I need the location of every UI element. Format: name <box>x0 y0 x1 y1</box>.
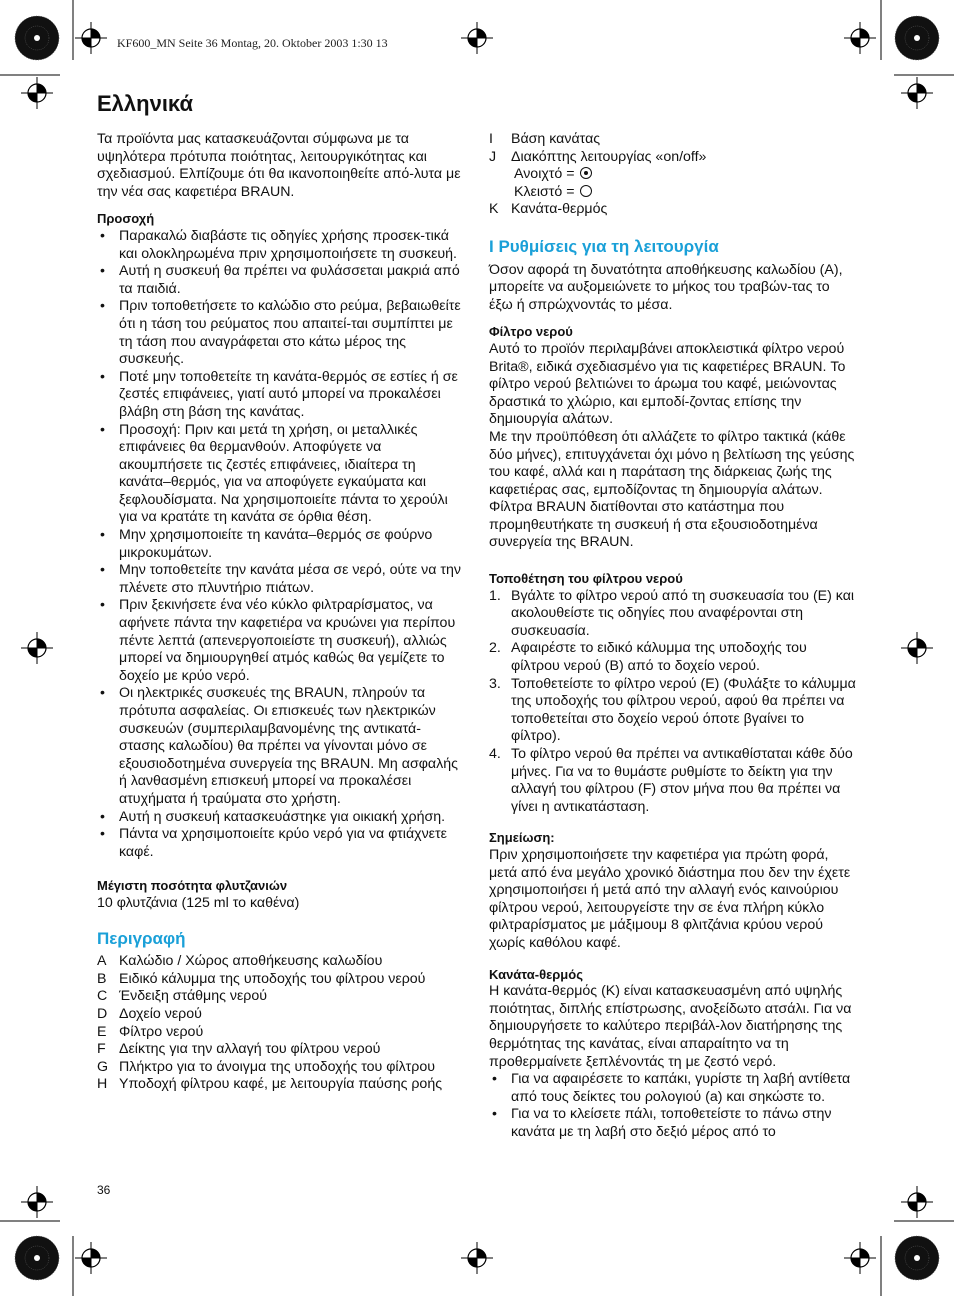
list-item <box>489 676 857 746</box>
step-text: Τοποθετείστε το φίλτρο νερού (E) (Φυλάξτε το κάλυμμα της υποδοχής του φίλτρου νερού, αφού θα πρέπει να τοποθετείται στο δοχείο νερού όποτε βγαίνει το φίλτρο). <box>511 675 856 745</box>
power-off-symbol-icon <box>580 185 592 197</box>
parts-list <box>97 953 465 1094</box>
switch-on-label: Ανοιχτό = <box>514 166 579 183</box>
parts-list-continued <box>489 131 857 166</box>
crop-crosshair <box>75 1242 107 1274</box>
list-item <box>489 131 857 149</box>
part-letter: G <box>97 1058 109 1075</box>
setup-paragraph: Όσον αφορά τη δυνατότητα αποθήκευσης καλωδίου (A), μπορείτε να αυξομειώνετε το μήκος του τραβών-τας το έξω ή σπρώχνοντάς το μέσα. <box>489 261 843 313</box>
note-paragraph: Πριν χρησιμοποιήσετε την καφετιέρα για πρώτη φορά, μετά από ένα μεγάλο χρονικό διάστημα που δεν την έχετε χρησιμοποιήσει ή μετά από την αλλαγή ενός καινούριου φίλτρου νερού, λειτουργείστε την σε ένα πλήρη κύκλο φιλτραρίσματος με μάξιμουμ 8 φλιτζάνια κρύου νερού χωρίς καθόλου καφέ. <box>489 846 851 951</box>
list-item: • Μην τοποθετείτε την κανάτα μέσα σε νερό, ούτε να την πλένετε στο πλυντήριο πιάτων. <box>97 562 465 597</box>
right-column <box>489 131 857 1141</box>
list-item: • Πάντα να χρησιμοποιείτε κρύο νερό για να φτιάχνετε καφέ. <box>97 826 465 861</box>
part-text: Διακόπτης λειτουργίας «on/off» <box>511 148 707 165</box>
filter-install-heading: Τοποθέτηση του φίλτρου νερού <box>489 571 683 587</box>
part-letter: A <box>97 953 107 970</box>
part-letter: B <box>97 970 107 987</box>
list-item: • Ποτέ μην τοποθετείτε τη κανάτα-θερμός σε εστίες ή σε ζεστές επιφάνειες, γιατί αυτό μπορεί να προκαλέσει βλάβη στη βάση της κανάτας. <box>97 369 465 422</box>
part-text: Κανάτα-θερμός <box>511 201 608 218</box>
crop-crosshair <box>21 632 53 664</box>
list-item: • Πριν ξεκινήσετε ένα νέο κύκλο φιλτραρίσματος, να αφήνετε πάντα την καφετιέρα να κρυώνει για περίπου πέντε λεπτά (απενεργοποιείστε τη συσκευή), αλλιώς μπορεί να δημιουργηθεί ατμός καθώς θα γεμίζετε το δοχείο με κρύο νερό. <box>97 597 465 685</box>
list-item: • Παρακαλώ διαβάστε τις οδηγίες χρήσης προσεκ-τικά και ολοκληρωμένα πριν χρησιμοποιήσετε τη συσκευή. <box>97 228 465 263</box>
crop-crosshair <box>901 1186 933 1218</box>
part-letter: I <box>489 131 493 147</box>
crop-crosshair <box>461 22 493 54</box>
water-filter-paragraph-2: Με την προϋπόθεση ότι αλλάζετε το φίλτρο τακτικά (κάθε δύο μήνες), επιτυγχάνεται όχι μόνο η βελτίωση της γεύσης του καφέ, αλλά και η παράταση της διάρκειας ζωής της καφετιέρας σας, εμποδίζοντας τη δημιουργία αλάτων. Φίλτρα BRAUN διατίθονται στο κατάστημα που προμηθευτήκατε τη συσκευή ή στα εξουσιοδοτημένα συνεργεία της BRAUN. <box>489 428 855 551</box>
power-on-symbol-icon <box>580 167 592 179</box>
crop-crosshair <box>21 77 53 109</box>
list-item <box>489 746 857 816</box>
step-number: 4. <box>489 746 501 762</box>
filter-install-steps <box>489 588 857 817</box>
page-number: 36 <box>97 1183 111 1197</box>
list-item <box>489 149 857 167</box>
part-text: Δείκτης για την αλλαγή του φίλτρου νερού <box>119 1041 381 1058</box>
step-text: Βγάλτε το φίλτρο νερού από τη συσκευασία του (E) και ακολουθείστε τις οδηγίες που αναφέρονται στη συσκευασία. <box>511 587 855 639</box>
part-letter: H <box>97 1076 108 1093</box>
page-title: Ελληνικά <box>97 91 193 116</box>
switch-off-line <box>489 184 857 202</box>
step-text: Το φίλτρο νερού θα πρέπει να αντικαθίσταται κάθε δύο μήνες. Για να το θυμάστε ρυθμίστε το δείκτη για την αλλαγή του φίλτρου (F) στον μήνα που θα πρέπει να γίνει η αντικατάσταση. <box>511 746 853 815</box>
part-text: Καλώδιο / Χώρος αποθήκευσης καλωδίου <box>119 953 383 970</box>
caution-list <box>97 228 465 861</box>
crop-crosshair <box>461 1242 493 1274</box>
step-number: 1. <box>489 587 501 604</box>
list-item: • Για να αφαιρέσετε το καπάκι, γυρίστε τη λαβή αντίθετα από τους δείκτες του ρολογιού (a) και σηκώστε το. <box>489 1071 857 1106</box>
switch-off-label: Κλειστό = <box>514 183 579 200</box>
part-letter: E <box>97 1023 107 1040</box>
crop-crosshair <box>844 1242 876 1274</box>
registration-rosette-bottom-right <box>895 1236 939 1280</box>
crop-crosshair <box>21 1186 53 1218</box>
water-filter-paragraph: Αυτό το προϊόν περιλαμβάνει αποκλειστικά φίλτρο νερού Brita®, ειδικά σχεδιασμένο για τις καφετιέρες BRAUN. Το φίλτρο νερού βελτιώνει το άρωμα του καφέ, μειώνοντας δραστικά το χλώριο, και εμποδί-ζοντας επίσης την δημιουργία αλάτων. <box>489 340 846 428</box>
list-item: • Για να το κλείσετε πάλι, τοποθετείστε το πάνω στην κανάτα με τη λαβή στο δεξιό μέρος από το <box>489 1106 857 1141</box>
part-letter: C <box>97 988 108 1005</box>
list-item: • Μην χρησιμοποιείτε τη κανάτα–θερμός σε φούρνο μικροκυμάτων. <box>97 527 465 562</box>
list-item: • Οι ηλεκτρικές συσκευές της BRAUN, πληρούν τα πρότυπα ασφαλείας. Οι επισκευές των ηλεκτρικών συσκευών (συμπεριλαμβανομένης της αντικατά-στασης καλωδίου) θα πρέπει να γίνονται μόνο σε εξουσιοδοτημένα συνεργεία της BRAUN. Μη ασφαλής ή λανθασμένη επισκευή μπορεί να προκαλέσει ατυχήματα ή τραύματα στο χρήστη. <box>97 685 465 808</box>
part-letter: J <box>489 148 497 165</box>
step-number: 3. <box>489 675 501 692</box>
list-item <box>97 1006 465 1024</box>
caution-heading: Προσοχή <box>97 211 155 227</box>
carafe-paragraph: Η κανάτα-θερμός (K) είναι κατασκευασμένη από υψηλής ποιότητας, διπλής επίστρωσης, ανοξείδωτο ατσάλι. Για να δημιουργήσετε το καλύτερο περιβάλ-λον διατήρησης της θερμότητας της κανάτας, είναι απαραίτητο να τη προθερμαίνετε ξεπλένοντάς τη με ζεστό νερό. <box>489 983 852 1070</box>
crop-crosshair <box>844 22 876 54</box>
registration-rosette-top-right <box>895 16 939 60</box>
note-heading: Σημείωση: <box>489 830 555 846</box>
intro-paragraph: Τα προϊόντα μας κατασκευάζονται σύμφωνα με τα υψηλότερα πρότυπα ποιότητας, λειτουργικότητας και σχεδιασμού. Ελπίζουμε ότι θα ικανοποιηθείτε από-λυτα με την νέα σας καφετιέρα BRAUN. <box>97 131 461 200</box>
list-item <box>97 971 465 989</box>
list-item <box>97 1041 465 1059</box>
registration-rosette-bottom-left <box>15 1236 59 1280</box>
part-text: Ένδειξη στάθμης νερού <box>119 988 268 1005</box>
list-item <box>97 953 465 971</box>
crop-crosshair <box>901 632 933 664</box>
part-letter: K <box>489 201 499 218</box>
list-item <box>489 201 857 219</box>
carafe-heading: Κανάτα-θερμός <box>489 966 583 982</box>
part-text: Φίλτρο νερού <box>119 1023 204 1040</box>
list-item <box>97 1076 465 1094</box>
part-text: Πλήκτρο για το άνοιγμα της υποδοχής του φίλτρου <box>119 1058 436 1075</box>
list-item <box>97 1024 465 1042</box>
crop-crosshair <box>901 77 933 109</box>
description-heading: Περιγραφή <box>97 928 186 948</box>
step-number: 2. <box>489 640 501 657</box>
list-item: • Προσοχή: Πριν και μετά τη χρήση, οι μεταλλικές επιφάνειες θα θερμανθούν. Αποφύγετε να ακουμπήσετε τις ζεστές επιφάνειες, ιδιαίτερα τη κανάτα–θερμός, για να αποφύγετε εγκαύματα και ξεφλουδίσματα. Να χρησιμοποιείτε πάντα το χερούλι για να κρατάτε τη κανάτα σε όρθια θέση. <box>97 422 465 528</box>
parts-list-end <box>489 201 857 219</box>
part-text: Ειδικό κάλυμμα της υποδοχής του φίλτρου νερού <box>119 970 426 987</box>
print-header: KF600_MN Seite 36 Montag, 20. Oktober 2003 1:30 13 <box>117 36 388 50</box>
crop-crosshair <box>75 22 107 54</box>
registration-rosette-top-left <box>15 16 59 60</box>
list-item <box>489 588 857 641</box>
water-filter-heading: Φίλτρο νερού <box>489 324 573 340</box>
list-item: • Πριν τοποθετήσετε το καλώδιο στο ρεύμα, βεβαιωθείτε ότι η τάση του ρεύματος που απαιτεί-ται συμπίπτει με τη τάση που αναγράφεται στο κάτω μέρος της συσκευής. <box>97 298 465 368</box>
max-cups-text: 10 φλυτζάνια (125 ml το καθένα) <box>97 894 300 911</box>
list-item: • Αυτή η συσκευή κατασκευάστηκε για οικιακή χρήση. <box>97 809 465 827</box>
carafe-list <box>489 1071 857 1141</box>
part-letter: F <box>97 1041 106 1058</box>
part-letter: D <box>97 1005 108 1022</box>
list-item <box>489 640 857 675</box>
left-column <box>97 131 465 1094</box>
switch-on-line <box>489 166 857 184</box>
part-text: Υποδοχή φίλτρου καφέ, με λειτουργία παύσης ροής <box>119 1076 443 1093</box>
list-item: • Αυτή η συσκευή θα πρέπει να φυλάσσεται μακριά από τα παιδιά. <box>97 263 465 298</box>
part-text: Βάση κανάτας <box>511 131 601 147</box>
setup-heading: I Ρυθμίσεις για τη λειτουργία <box>489 236 719 256</box>
max-cups-heading: Μέγιστη ποσότητα φλυτζανιών <box>97 878 288 894</box>
list-item <box>97 988 465 1006</box>
part-text: Δοχείο νερού <box>119 1005 202 1022</box>
step-text: Αφαιρέστε το ειδικό κάλυμμα της υποδοχής του φίλτρου νερού (B) από το δοχείο νερού. <box>511 640 807 675</box>
list-item <box>97 1059 465 1077</box>
